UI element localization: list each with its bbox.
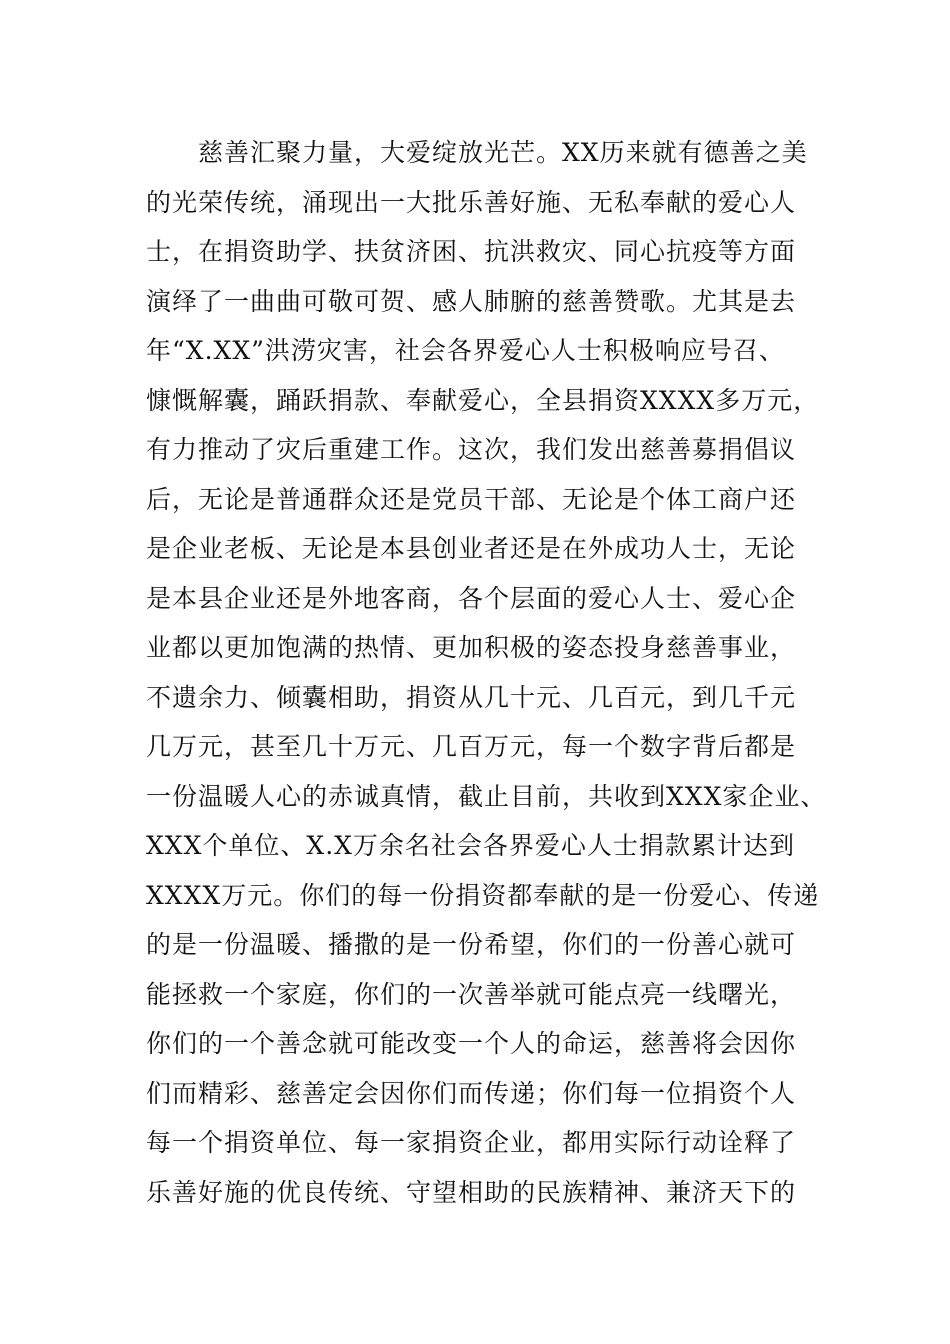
paragraph-line: 一份温暖人心的赤诚真情，截止目前，共收到XXX家企业、 xyxy=(146,781,827,811)
paragraph-line: 几万元，甚至几十万元、几百万元，每一个数字背后都是 xyxy=(146,732,797,761)
paragraph-line: 能拯救一个家庭，你们的一次善举就可能点亮一线曙光， xyxy=(146,979,797,1009)
paragraph-line: XXX个单位、X.X万余名社会各界爱心人士捐款累计达到 xyxy=(146,831,795,860)
paragraph-line: 们而精彩、慈善定会因你们而传递；你们每一位捐资个人 xyxy=(146,1078,797,1108)
paragraph-line: 不遗余力、倾囊相助，捐资从几十元、几百元，到几千元 xyxy=(146,682,797,712)
paragraph-line: 业都以更加饱满的热情、更加积极的姿态投身慈善事业， xyxy=(146,633,797,662)
paragraph-line: 是本县企业还是外地客商，各个层面的爱心人士、爱心企 xyxy=(146,583,797,613)
paragraph-line: 有力推动了灾后重建工作。这次，我们发出慈善募捐倡议 xyxy=(146,435,797,464)
paragraph-line: 的是一份温暖、播撒的是一份希望，你们的一份善心就可 xyxy=(146,930,797,959)
paragraph-line: 演绎了一曲曲可敬可贺、感人肺腑的慈善赞歌。尤其是去 xyxy=(146,286,797,316)
paragraph-line: 你们的一个善念就可能改变一个人的命运，慈善将会因你 xyxy=(146,1029,797,1058)
paragraph-line: 士，在捐资助学、扶贫济困、抗洪救灾、同心抗疫等方面 xyxy=(146,237,797,266)
paragraph-line: 年“X.XX”洪涝灾害，社会各界爱心人士积极响应号召、 xyxy=(146,336,785,365)
paragraph-line: 慈善汇聚力量，大爱绽放光芒。XX历来就有德善之美 xyxy=(198,138,808,167)
paragraph-line: 后，无论是普通群众还是党员干部、无论是个体工商户还 xyxy=(146,484,797,514)
paragraph-line: 的光荣传统，涌现出一大批乐善好施、无私奉献的爱心人 xyxy=(146,187,797,217)
body-paragraph xyxy=(146,128,846,1217)
paragraph-line: XXXX万元。你们的每一份捐资都奉献的是一份爱心、传递 xyxy=(146,880,820,910)
paragraph-line: 每一个捐资单位、每一家捐资企业，都用实际行动诠释了 xyxy=(146,1128,797,1157)
paragraph-line: 慷慨解囊，踊跃捐款、奉献爱心，全县捐资XXXX多万元， xyxy=(146,385,820,415)
paragraph-line: 乐善好施的优良传统、守望相助的民族精神、兼济天下的 xyxy=(146,1177,797,1207)
paragraph-line: 是企业老板、无论是本县创业者还是在外成功人士，无论 xyxy=(146,534,797,563)
